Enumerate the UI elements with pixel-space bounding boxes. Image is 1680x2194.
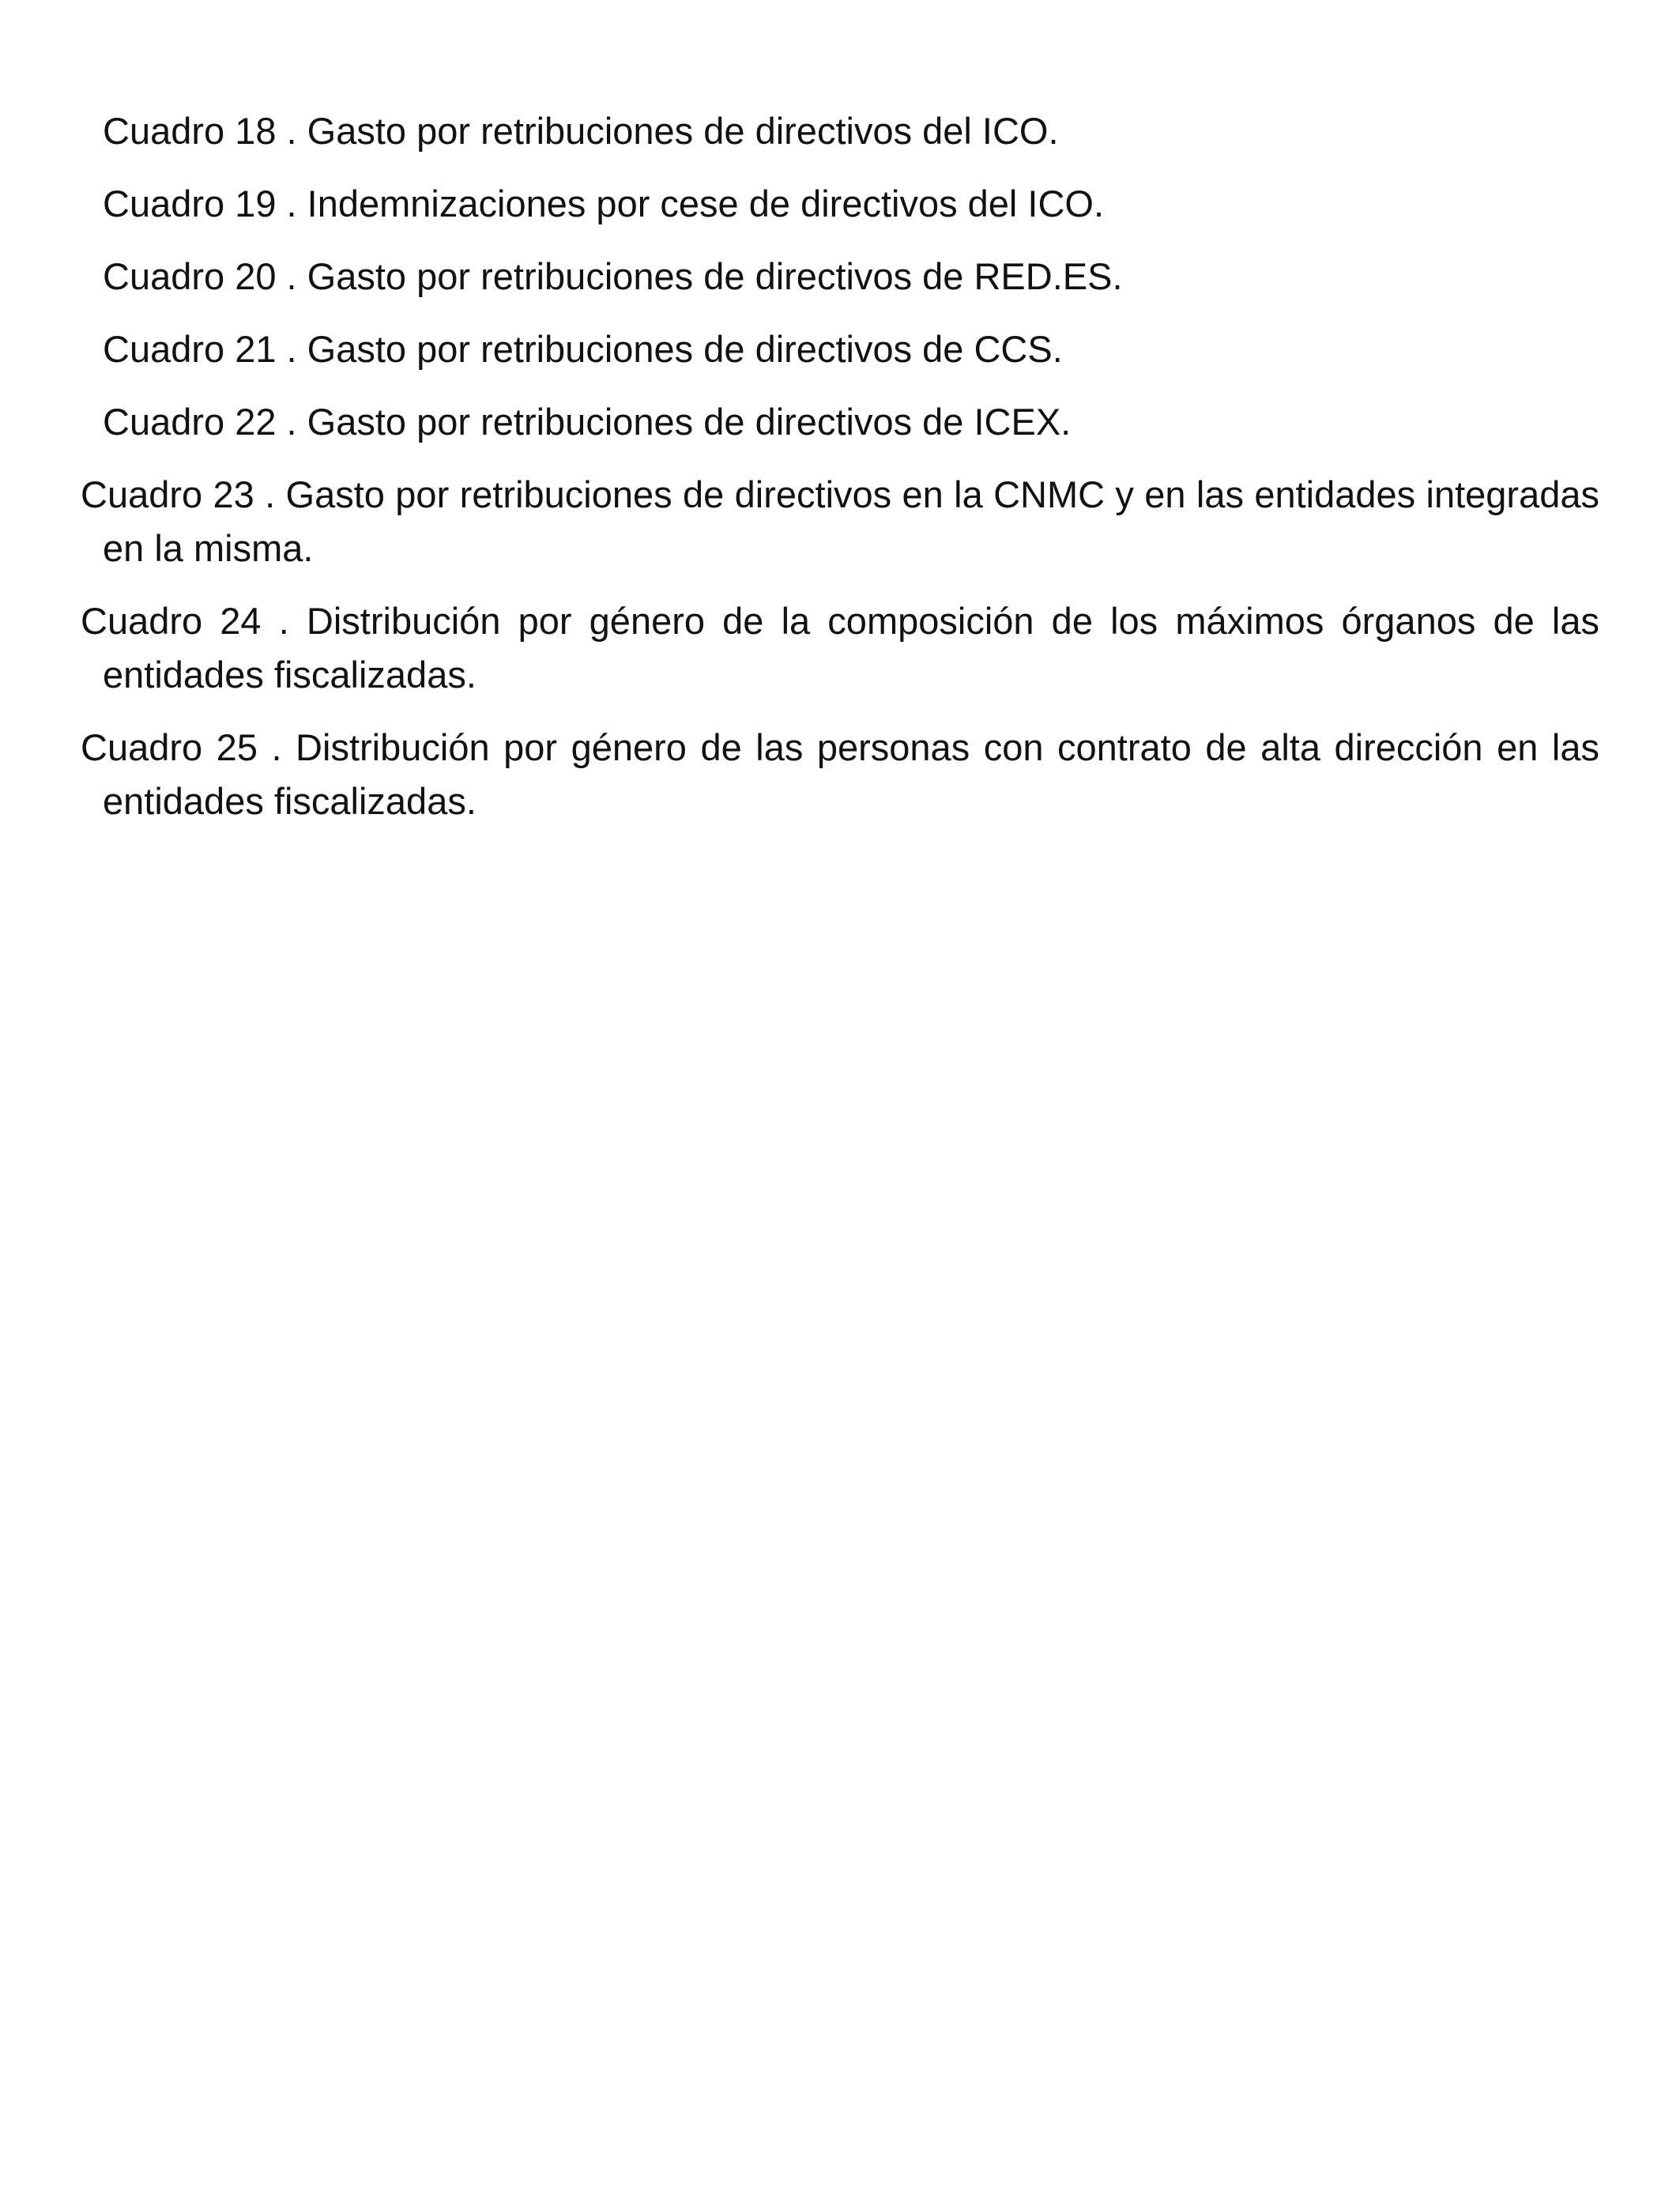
toc-entry-cuadro-25[interactable]: Cuadro 25 . Distribución por género de las personas con contrato de alta dirección en las entidades fiscalizadas. xyxy=(81,726,1599,822)
toc-entry-cuadro-21[interactable]: Cuadro 21 . Gasto por retribuciones de directivos de CCS. xyxy=(103,328,1063,370)
toc-entry-cuadro-24[interactable]: Cuadro 24 . Distribución por género de la composición de los máximos órganos de las entidades fiscalizadas. xyxy=(81,600,1599,696)
toc-entry-cuadro-20[interactable]: Cuadro 20 . Gasto por retribuciones de directivos de RED.ES. xyxy=(103,255,1123,297)
toc-entry-cuadro-18[interactable]: Cuadro 18 . Gasto por retribuciones de directivos del ICO. xyxy=(103,110,1059,152)
toc-entry-cuadro-19[interactable]: Cuadro 19 . Indemnizaciones por cese de directivos del ICO. xyxy=(103,183,1105,224)
toc-entry-cuadro-22[interactable]: Cuadro 22 . Gasto por retribuciones de directivos de ICEX. xyxy=(103,401,1072,443)
table-of-contents-list xyxy=(81,104,1599,847)
toc-entry-cuadro-23[interactable]: Cuadro 23 . Gasto por retribuciones de directivos en la CNMC y en las entidades integradas en la misma. xyxy=(81,473,1599,569)
